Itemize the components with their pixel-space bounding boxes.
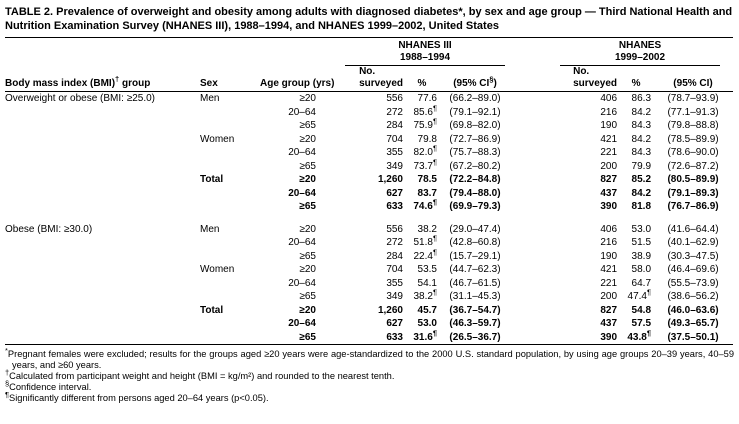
table-row (5, 106, 733, 120)
sex-cell: Men (200, 223, 220, 235)
percent-nhanes3-cell: 31.6¶ (405, 331, 439, 345)
bmi-group-cell (5, 263, 200, 277)
age-group-cell: ≥65 (299, 120, 316, 131)
table-row (5, 250, 733, 264)
ci-nhanes3-cell: (79.1–92.1) (449, 106, 501, 118)
percent-nhanes-9902-cell: 86.3 (631, 93, 652, 104)
age-group-cell: ≥65 (299, 160, 316, 172)
bmi-group-cell: Overweight or obese (BMI: ≥25.0) (5, 93, 155, 104)
table-title: TABLE 2. Prevalence of overweight and obesity among adults with diagnosed diabetes*, by sex and age group — Third National Health and Nutrition Examination Survey (NHANES III), 1988–1994, and NHANES 1999–2002, United States (5, 6, 733, 32)
ci-nhanes-9902-cell: (37.5–50.1) (653, 331, 733, 345)
header-group-row (5, 38, 733, 67)
sex-cell (200, 317, 260, 331)
footnote-pregnant-excluded: *Pregnant females were excluded; results for the groups aged ≥20 years were age-standardized to the 2000 U.S. standard population, by using age groups 20–39 years, 40–59 years, and ≥60 years. (5, 345, 734, 370)
bmi-group-cell (5, 146, 200, 160)
no-surveyed-nhanes3-cell: 355 (386, 277, 403, 289)
sex-cell: Men (200, 93, 220, 104)
no-surveyed-nhanes-9902-cell: 437 (600, 187, 618, 199)
ci-nhanes3-cell: (46.7–61.5) (449, 277, 501, 289)
bmi-group-cell (5, 133, 200, 147)
age-group-cell: ≥20 (299, 223, 316, 235)
percent-nhanes-9902-cell: 51.5 (631, 237, 652, 248)
table-row (5, 236, 733, 250)
ci-nhanes-9902-cell: (30.3–47.5) (667, 250, 719, 262)
no-surveyed-nhanes3-cell: 349 (386, 160, 403, 172)
bmi-group-cell (5, 106, 200, 120)
ci-nhanes-9902-cell: (79.8–88.8) (667, 120, 719, 131)
sex-cell (200, 146, 260, 160)
percent-nhanes3-cell: 74.6¶ (413, 197, 437, 212)
no-surveyed-nhanes3-cell: 1,260 (377, 174, 403, 185)
table-row (5, 173, 733, 187)
sex-cell (200, 187, 260, 201)
no-surveyed-nhanes-9902-cell: 421 (600, 133, 618, 145)
footnote-confidence-interval: §Confidence interval. (5, 378, 92, 392)
percent-nhanes3-cell: 79.8 (417, 133, 437, 145)
ci-nhanes-9902-cell: (78.5–89.9) (667, 133, 719, 145)
ci-nhanes3-cell: (15.7–29.1) (449, 250, 501, 262)
table-row (5, 263, 733, 277)
no-surveyed-nhanes-9902-cell: 390 (600, 201, 618, 212)
percent-nhanes-9902-cell: 64.7 (631, 277, 652, 289)
percent-nhanes3-cell: 85.6¶ (413, 103, 437, 118)
no-surveyed-nhanes3-cell: 355 (386, 147, 403, 158)
bmi-group-cell (5, 250, 200, 264)
col-header-sex: Sex (200, 38, 260, 92)
col-header-age-group: Age group (yrs) (260, 38, 320, 92)
sex-cell (200, 277, 260, 291)
percent-nhanes-9902-cell: 81.8 (631, 201, 652, 212)
age-group-cell: ≥65 (299, 291, 316, 302)
ci-nhanes-9902-cell: (78.7–93.9) (667, 93, 719, 104)
sex-cell (200, 106, 260, 120)
ci-nhanes3-cell: (29.0–47.4) (449, 223, 501, 235)
no-surveyed-nhanes-9902-cell: 827 (600, 174, 618, 185)
col-header-percent-nhanes-9902: % (619, 66, 653, 92)
ci-nhanes-9902-cell: (78.6–90.0) (667, 147, 719, 158)
footnotes (5, 345, 734, 404)
percent-nhanes-9902-cell: 84.2 (631, 133, 652, 145)
table-row (5, 133, 733, 147)
no-surveyed-nhanes3-cell: 284 (386, 120, 403, 131)
no-surveyed-nhanes3-cell: 633 (320, 331, 405, 345)
percent-nhanes3-cell: 75.9¶ (413, 116, 437, 131)
ci-nhanes-9902-cell: (49.3–65.7) (667, 318, 719, 329)
percent-nhanes3-cell: 53.0 (417, 318, 437, 329)
percent-nhanes-9902-cell: 43.8¶ (619, 331, 653, 345)
ci-nhanes3-cell: (66.2–89.0) (449, 93, 501, 104)
age-group-cell: ≥20 (299, 174, 316, 185)
no-surveyed-nhanes-9902-cell: 190 (600, 250, 618, 262)
age-group-cell: 20–64 (288, 147, 316, 158)
bmi-group-cell (5, 173, 200, 187)
no-surveyed-nhanes-9902-cell: 221 (600, 277, 618, 289)
percent-nhanes3-cell: 73.7¶ (413, 157, 437, 172)
percent-nhanes3-cell: 77.6 (417, 93, 437, 104)
ci-nhanes-9902-cell: (76.7–86.9) (667, 201, 719, 212)
ci-nhanes3-cell: (69.8–82.0) (449, 120, 501, 131)
sex-cell (200, 290, 260, 304)
no-surveyed-nhanes3-cell: 704 (386, 264, 403, 275)
no-surveyed-nhanes-9902-cell: 221 (600, 147, 618, 158)
no-surveyed-nhanes-9902-cell: 216 (600, 237, 618, 248)
col-header-no-surveyed-nhanes-9902: No. surveyed (511, 66, 619, 92)
bmi-group-cell (5, 277, 200, 291)
age-group-cell: 20–64 (288, 237, 316, 248)
table-row (5, 146, 733, 160)
age-group-cell: ≥20 (299, 304, 316, 316)
percent-nhanes-9902-cell: 58.0 (631, 264, 652, 275)
percent-nhanes-9902-cell: 84.2 (631, 187, 652, 199)
table-row (5, 119, 733, 133)
ci-nhanes-9902-cell: (40.1–62.9) (667, 237, 719, 248)
no-surveyed-nhanes3-cell: 272 (386, 106, 403, 118)
footnote-bmi-calculation: †Calculated from participant weight and height (BMI = kg/m²) and rounded to the nearest tenth. (5, 367, 395, 381)
bmi-group-cell (5, 236, 200, 250)
sex-cell: Total (200, 174, 224, 185)
no-surveyed-nhanes-9902-cell: 216 (600, 106, 618, 118)
no-surveyed-nhanes3-cell: 556 (386, 223, 403, 235)
bmi-group-cell (5, 160, 200, 174)
no-surveyed-nhanes3-cell: 1,260 (377, 304, 403, 316)
sex-cell (200, 236, 260, 250)
percent-nhanes3-cell: 78.5 (417, 174, 437, 185)
table-body (5, 92, 733, 345)
age-group-cell: 20–64 (288, 106, 316, 118)
table-row (5, 304, 733, 318)
bmi-group-cell (5, 119, 200, 133)
percent-nhanes-9902-cell: 54.8 (631, 304, 652, 316)
no-surveyed-nhanes-9902-cell: 827 (600, 304, 618, 316)
ci-nhanes3-cell: (72.2–84.8) (449, 174, 501, 185)
bmi-group-cell (5, 187, 200, 201)
no-surveyed-nhanes-9902-cell: 421 (600, 264, 618, 275)
no-surveyed-nhanes3-cell: 627 (386, 187, 403, 199)
no-surveyed-nhanes3-cell: 627 (386, 318, 403, 329)
ci-nhanes3-cell: (44.7–62.3) (449, 264, 501, 275)
percent-nhanes-9902-cell: 47.4¶ (627, 287, 652, 302)
percent-nhanes3-cell: 82.0¶ (413, 143, 437, 158)
ci-nhanes3-cell: (75.7–88.3) (449, 147, 501, 158)
ci-nhanes-9902-cell: (72.6–87.2) (667, 160, 719, 172)
age-group-cell: 20–64 (288, 187, 316, 199)
sex-cell: Total (200, 304, 224, 316)
age-group-cell: ≥20 (299, 93, 316, 104)
bmi-group-cell (5, 290, 200, 304)
no-surveyed-nhanes-9902-cell: 190 (600, 120, 618, 131)
col-header-ci-nhanes3: (95% CI§) (439, 66, 511, 92)
ci-nhanes3-cell: (31.1–45.3) (449, 291, 501, 302)
percent-nhanes3-cell: 51.8¶ (413, 233, 437, 248)
col-header-no-surveyed-nhanes3: No. surveyed (320, 66, 405, 92)
ci-nhanes3-cell: (72.7–86.9) (449, 133, 501, 145)
sex-cell (200, 200, 260, 214)
ci-nhanes-9902-cell: (55.5–73.9) (667, 277, 719, 289)
age-group-cell: ≥65 (260, 331, 320, 345)
percent-nhanes3-cell: 22.4¶ (413, 247, 437, 262)
percent-nhanes3-cell: 54.1 (417, 277, 437, 289)
sex-cell (200, 119, 260, 133)
table-row (5, 290, 733, 304)
ci-nhanes3-cell: (67.2–80.2) (449, 160, 501, 172)
table-row (5, 317, 733, 331)
no-surveyed-nhanes3-cell: 633 (386, 201, 403, 212)
ci-nhanes3-cell: (69.9–79.3) (449, 201, 501, 212)
percent-nhanes-9902-cell: 38.9 (631, 250, 652, 262)
ci-nhanes-9902-cell: (46.0–63.6) (667, 304, 719, 316)
percent-nhanes-9902-cell: 79.9 (631, 160, 652, 172)
footnote-significance: ¶Significantly different from persons aged 20–64 years (p<0.05). (5, 389, 269, 403)
bmi-group-cell (5, 304, 200, 318)
percent-nhanes3-cell: 83.7 (417, 187, 437, 199)
percent-nhanes-9902-cell: 84.3 (631, 120, 652, 131)
col-group-nhanes-9902: NHANES 1999–2002 (511, 38, 733, 67)
bmi-group-cell (5, 317, 200, 331)
ci-nhanes3-cell: (26.5–36.7) (439, 331, 511, 345)
table-row (5, 331, 733, 345)
no-surveyed-nhanes3-cell: 556 (386, 93, 403, 104)
percent-nhanes-9902-cell: 84.2 (631, 106, 652, 118)
percent-nhanes3-cell: 53.5 (417, 264, 437, 275)
age-group-cell: 20–64 (288, 318, 316, 329)
table-row (5, 92, 733, 106)
table-row (5, 277, 733, 291)
no-surveyed-nhanes-9902-cell: 406 (600, 223, 618, 235)
no-surveyed-nhanes-9902-cell: 200 (600, 291, 618, 302)
percent-nhanes-9902-cell: 84.3 (631, 147, 652, 158)
ci-nhanes-9902-cell: (41.6–64.4) (667, 223, 719, 235)
ci-nhanes-9902-cell: (38.6–56.2) (667, 291, 719, 302)
age-group-cell: ≥65 (299, 250, 316, 262)
no-surveyed-nhanes3-cell: 704 (386, 133, 403, 145)
age-group-cell: ≥20 (299, 133, 316, 145)
no-surveyed-nhanes-9902-cell: 390 (511, 331, 619, 345)
ci-nhanes3-cell: (42.8–60.8) (449, 237, 501, 248)
bmi-group-cell: Obese (BMI: ≥30.0) (5, 223, 93, 235)
no-surveyed-nhanes-9902-cell: 437 (600, 318, 618, 329)
table-row (5, 160, 733, 174)
sex-cell (200, 331, 260, 345)
no-surveyed-nhanes3-cell: 272 (386, 237, 403, 248)
no-surveyed-nhanes3-cell: 284 (386, 250, 403, 262)
col-header-bmi-group: Body mass index (BMI)† group (5, 38, 200, 92)
table-row (5, 187, 733, 201)
ci-nhanes3-cell: (79.4–88.0) (449, 187, 501, 199)
percent-nhanes3-cell: 38.2¶ (413, 287, 437, 302)
bmi-group-cell (5, 331, 200, 345)
no-surveyed-nhanes-9902-cell: 200 (600, 160, 618, 172)
age-group-cell: ≥20 (299, 264, 316, 275)
percent-nhanes3-cell: 45.7 (417, 304, 437, 316)
bmi-group-cell (5, 200, 200, 214)
col-header-percent-nhanes3: % (405, 66, 439, 92)
age-group-cell: 20–64 (288, 277, 316, 289)
no-surveyed-nhanes-9902-cell: 406 (600, 93, 618, 104)
no-surveyed-nhanes3-cell: 349 (386, 291, 403, 302)
col-group-nhanes3: NHANES III 1988–1994 (320, 38, 511, 67)
table-row (5, 200, 733, 214)
sex-cell (200, 250, 260, 264)
ci-nhanes3-cell: (46.3–59.7) (449, 318, 501, 329)
percent-nhanes3-cell: 38.2 (417, 223, 437, 235)
prevalence-table (5, 37, 733, 345)
percent-nhanes-9902-cell: 53.0 (631, 223, 652, 235)
sex-cell: Women (200, 133, 235, 145)
ci-nhanes3-cell: (36.7–54.7) (449, 304, 501, 316)
sex-cell (200, 160, 260, 174)
sex-cell: Women (200, 264, 235, 275)
age-group-cell: ≥65 (299, 201, 316, 212)
table-header (5, 38, 733, 92)
percent-nhanes-9902-cell: 57.5 (631, 318, 652, 329)
ci-nhanes-9902-cell: (46.4–69.6) (667, 264, 719, 275)
table-row (5, 223, 733, 237)
ci-nhanes-9902-cell: (80.5–89.9) (667, 174, 719, 185)
ci-nhanes-9902-cell: (77.1–91.3) (667, 106, 719, 118)
ci-nhanes-9902-cell: (79.1–89.3) (667, 187, 719, 199)
section-spacer (5, 214, 733, 223)
percent-nhanes-9902-cell: 85.2 (631, 174, 652, 185)
col-header-ci-nhanes-9902: (95% CI) (653, 66, 733, 92)
